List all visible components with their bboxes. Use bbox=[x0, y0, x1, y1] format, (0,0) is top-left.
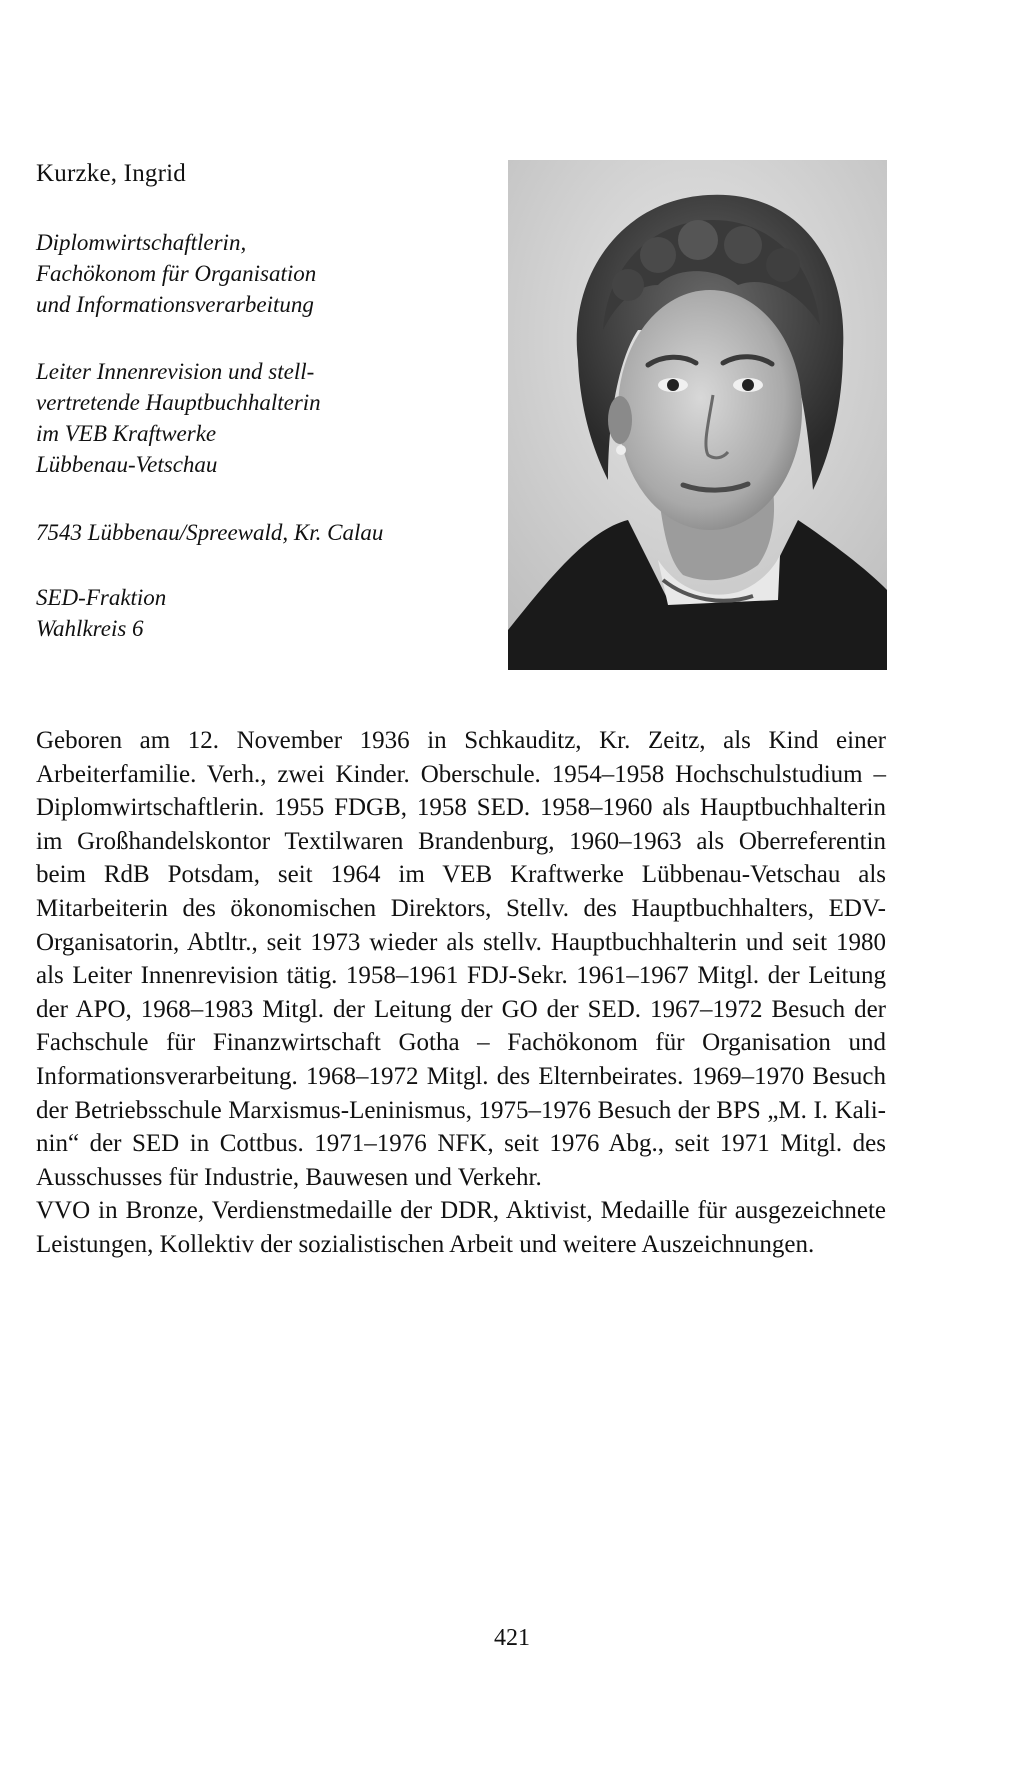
position-line: Leiter Innenrevision und stell- bbox=[36, 359, 315, 384]
qualification-line: und Informationsverarbeitung bbox=[36, 292, 314, 317]
address-line: 7543 Lübbenau/Spreewald, Kr. Calau bbox=[36, 520, 384, 545]
position-line: Lübbenau-Vetschau bbox=[36, 452, 218, 477]
position-block bbox=[36, 356, 476, 480]
constituency-line: Wahlkreis 6 bbox=[36, 616, 144, 641]
awards-paragraph: VVO in Bronze, Verdienstmedaille der DDR, Aktivist, Medaille für ausgezeichnete Leistungen, Kollektiv der sozialistischen Arbeit und weitere Auszeichnungen. bbox=[36, 1197, 886, 1258]
position-line: im VEB Kraftwerke bbox=[36, 421, 217, 446]
biography-text bbox=[36, 724, 886, 1262]
party-block bbox=[36, 582, 476, 644]
qualification-block bbox=[36, 227, 476, 320]
biography-paragraph: Geboren am 12. November 1936 in Schkauditz, Kr. Zeitz, als Kind einer Arbeiterfamilie. Verh., zwei Kinder. Oberschule. 1954–1958 Hochschulstudium – Diplomwirtschaftlerin. 1955 FDGB, 1958 SED. 1958–1960 als Hauptbuchhalterin im Großhandelskontor Textilwaren Brandenburg, 1960–1963 als Oberreferentin beim RdB Potsdam, seit 1964 im VEB Kraftwerke Lübbenau-Vetschau als Mitarbeiterin des ökonomischen Direktors, Stellv. des Hauptbuchhalters, EDV-Organisatorin, Abtltr., seit 1973 wieder als stellv. Hauptbuchhalterin und seit 1980 als Leiter Innenrevision tätig. 1958–1961 FDJ-Sekr. 1961–1967 Mitgl. der Leitung der APO, 1968–1983 Mitgl. der Leitung der GO der SED. 1967–1972 Besuch der Fachschule für Finanzwirtschaft Gotha – Fachökonom für Organisation und Informationsverarbeitung. 1968–1972 Mitgl. des Elternbeirates. 1969–1970 Besuch der Betriebsschule Marxismus-Leninismus, 1975–1976 Besuch der BPS „M. I. Kalinin“ der SED in Cottbus. 1971–1976 NFK, seit 1976 Abg., seit 1971 Mitgl. des Ausschusses für Industrie, Bauwesen und Verkehr. bbox=[36, 727, 886, 1191]
person-name: Kurzke, Ingrid bbox=[36, 160, 186, 187]
qualification-line: Fachökonom für Organisation bbox=[36, 261, 317, 286]
party-line: SED-Fraktion bbox=[36, 585, 167, 610]
address-block bbox=[36, 517, 476, 548]
portrait-photo bbox=[508, 160, 887, 670]
qualification-line: Diplomwirtschaftlerin, bbox=[36, 230, 247, 255]
page-number: 421 bbox=[494, 1625, 530, 1651]
position-line: vertretende Hauptbuchhalterin bbox=[36, 390, 321, 415]
